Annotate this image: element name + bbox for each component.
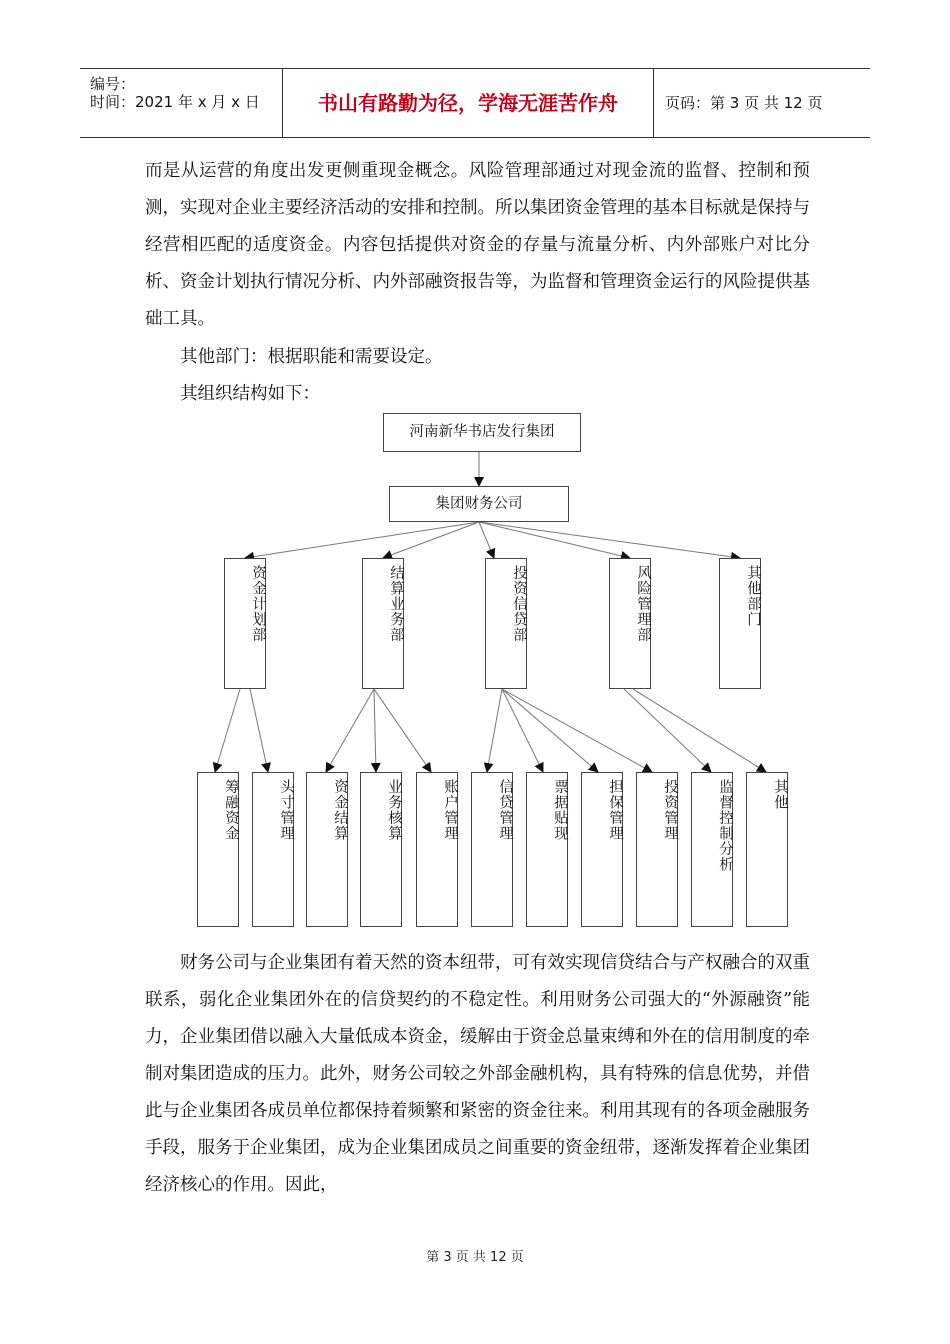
time-label: 时间：2021 年 x 月 x 日 bbox=[90, 93, 260, 111]
connector-unit-9 bbox=[502, 689, 652, 772]
connector-unit-7 bbox=[502, 689, 543, 772]
org-dept-3: 投资信贷部 bbox=[485, 558, 527, 689]
org-unit-2: 头寸管理 bbox=[252, 772, 294, 927]
org-dept-1: 资金计划部 bbox=[224, 558, 266, 689]
connector-unit-4 bbox=[374, 689, 376, 772]
connector-unit-2 bbox=[250, 689, 268, 772]
connector-unit-11 bbox=[633, 689, 766, 772]
org-dept-4: 风险管理部 bbox=[609, 558, 651, 689]
serial-label: 编号： bbox=[90, 75, 136, 93]
connector-unit-5 bbox=[374, 689, 431, 772]
org-unit-5: 账户管理 bbox=[416, 772, 458, 927]
org-unit-1: 筹融资金 bbox=[197, 772, 239, 927]
paragraph-4: 财务公司与企业集团有着天然的资本纽带，可有效实现信贷结合与产权融合的双重联系，弱化企业集团外在的信贷契约的不稳定性。利用财务公司强大的“外源融资”能力，企业集团借以融入大量低成本资金，缓解由于资金总量束缚和外在的信用制度的牵制对集团造成的压力。此外，财务公司较之外部金融机构，具有特殊的信息优势，并借此与企业集团各成员单位都保持着频繁和紧密的资金往来。利用其现有的各项金融服务手段，服务于企业集团，成为企业集团成员之间重要的资金纽带，逐渐发挥着企业集团经济核心的作用。因此， bbox=[145, 953, 810, 1195]
org-unit-4: 业务核算 bbox=[360, 772, 402, 927]
connector-unit-1 bbox=[215, 689, 240, 772]
org-dept-2: 结算业务部 bbox=[362, 558, 404, 689]
org-unit-9: 投资管理 bbox=[636, 772, 678, 927]
paragraph-1: 而是从运营的角度出发更侧重现金概念。风险管理部通过对现金流的监督、控制和预测，实现对企业主要经济活动的安排和控制。所以集团资金管理的基本目标就是保持与经营相匹配的适度资金。内容包括提供对资金的存量与流量分析、内外部账户对比分析、资金计划执行情况分析、内外部融资报告等，为监督和管理资金运行的风险提供基础工具。 bbox=[145, 161, 810, 329]
org-unit-6: 信贷管理 bbox=[471, 772, 513, 927]
org-unit-8: 担保管理 bbox=[581, 772, 623, 927]
header-motto: 书山有路勤为径，学海无涯苦作舟 bbox=[283, 69, 654, 137]
connector-dept-1 bbox=[245, 522, 479, 558]
org-unit-7: 票据贴现 bbox=[526, 772, 568, 927]
connector-dept-2 bbox=[383, 522, 479, 558]
connector-unit-8 bbox=[502, 689, 598, 772]
org-root-box: 河南新华书店发行集团 bbox=[383, 413, 581, 452]
page-footer: 第 3 页 共 12 页 bbox=[426, 1250, 524, 1265]
paragraph-3: 其组织结构如下： bbox=[180, 384, 320, 404]
connector-unit-10 bbox=[624, 689, 711, 772]
header-page-info: 页码：第 3 页 共 12 页 bbox=[665, 94, 823, 112]
org-dept-5: 其他部门 bbox=[719, 558, 761, 689]
org-unit-10: 监督控制分析 bbox=[691, 772, 733, 927]
org-unit-3: 资金结算 bbox=[306, 772, 348, 927]
connector-unit-6 bbox=[487, 689, 502, 772]
connector-unit-3 bbox=[326, 689, 374, 772]
connector-dept-3 bbox=[479, 522, 494, 558]
paragraph-2: 其他部门：根据职能和需要设定。 bbox=[180, 347, 443, 367]
org-company-box: 集团财务公司 bbox=[389, 486, 569, 522]
org-unit-11: 其他 bbox=[746, 772, 788, 927]
